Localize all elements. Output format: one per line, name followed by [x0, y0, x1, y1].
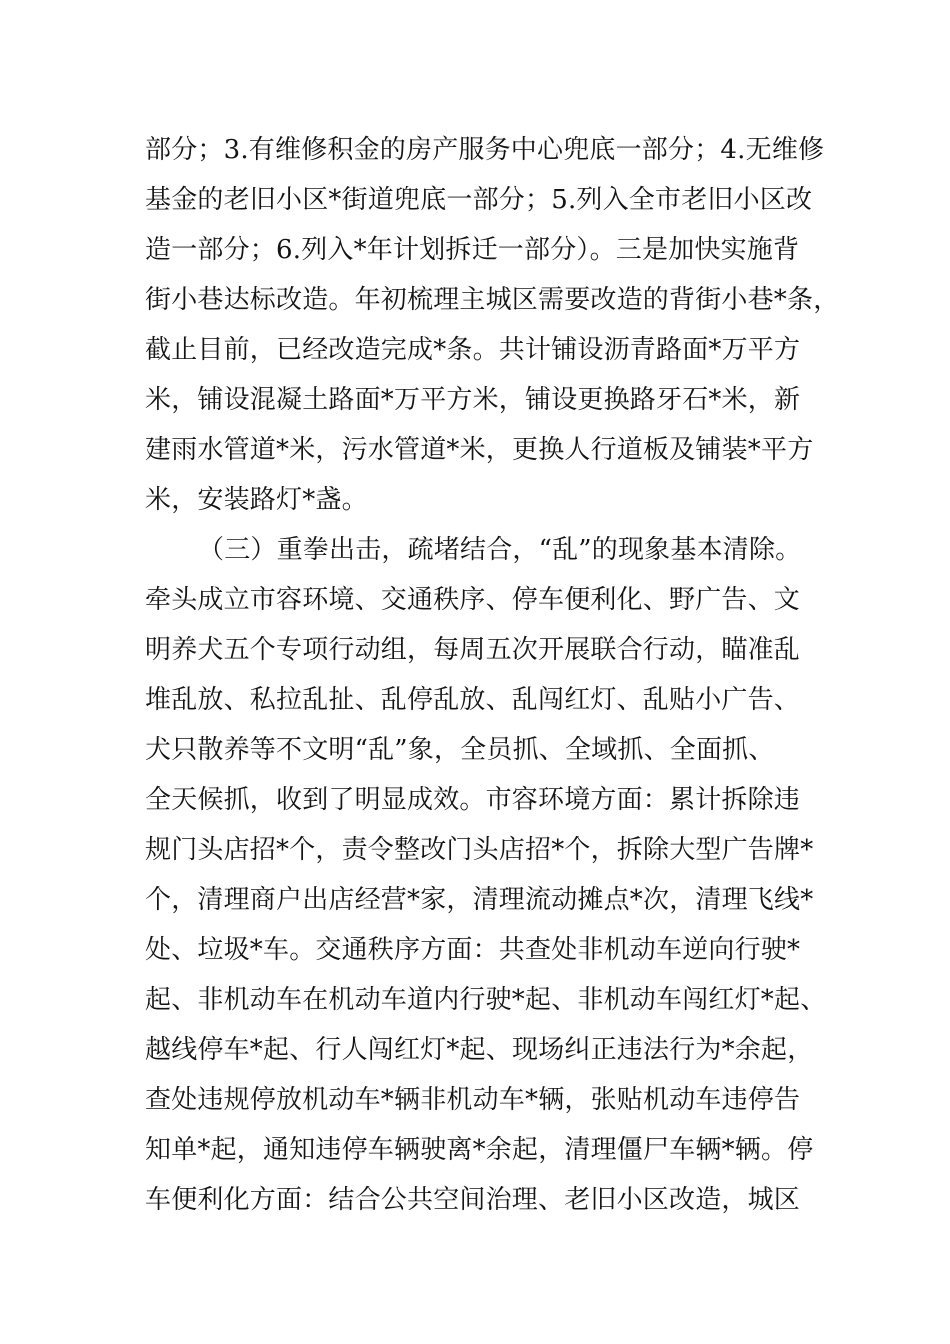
- text-line: 规门头店招*个，责令整改门头店招*个，拆除大型广告牌*: [145, 835, 814, 865]
- text-line: 截止目前，已经改造完成*条。共计铺设沥青路面*万平方: [145, 335, 801, 365]
- text-line: 街小巷达标改造。年初梳理主城区需要改造的背街小巷*条，: [145, 285, 840, 315]
- text-line: 基金的老旧小区*街道兜底一部分；5.列入全市老旧小区改: [145, 185, 813, 215]
- text-line: 越线停车*起、行人闯红灯*起、现场纠正违法行为*余起，: [145, 1035, 814, 1065]
- text-line: 建雨水管道*米，污水管道*米，更换人行道板及铺装*平方: [145, 435, 814, 465]
- text-line: 造一部分；6.列入*年计划拆迁一部分）。三是加快实施背: [145, 235, 800, 265]
- text-line: 个，清理商户出店经营*家，清理流动摊点*次，清理飞线*: [145, 885, 814, 915]
- text-line: 查处违规停放机动车*辆非机动车*辆，张贴机动车违停告: [145, 1085, 801, 1115]
- text-line: 知单*起，通知违停车辆驶离*余起，清理僵尸车辆*辆。停: [145, 1135, 814, 1165]
- section-heading: （三）重拳出击，疏堵结合，“乱”的现象基本清除。: [198, 535, 802, 565]
- text-line: 米，铺设混凝土路面*万平方米，铺设更换路牙石*米，新: [145, 385, 801, 415]
- text-line: 堆乱放、私拉乱扯、乱停乱放、乱闯红灯、乱贴小广告、: [145, 685, 801, 715]
- text-line: 起、非机动车在机动车道内行驶*起、非机动车闯红灯*起、: [145, 985, 827, 1015]
- text-line: 明养犬五个专项行动组，每周五次开展联合行动，瞄准乱: [145, 635, 801, 665]
- text-line: 全天候抓，收到了明显成效。市容环境方面：累计拆除违: [145, 785, 801, 815]
- text-line: 犬只散养等不文明“乱”象，全员抓、全域抓、全面抓、: [145, 735, 775, 765]
- text-line: 车便利化方面：结合公共空间治理、老旧小区改造，城区: [145, 1185, 801, 1215]
- text-line: 处、垃圾*车。交通秩序方面：共查处非机动车逆向行驶*: [145, 935, 801, 965]
- text-line: 牵头成立市容环境、交通秩序、停车便利化、野广告、文: [145, 585, 801, 615]
- text-line: 部分；3.有维修积金的房产服务中心兜底一部分；4.无维修: [145, 135, 825, 165]
- text-line: 米，安装路灯*盏。: [145, 485, 368, 515]
